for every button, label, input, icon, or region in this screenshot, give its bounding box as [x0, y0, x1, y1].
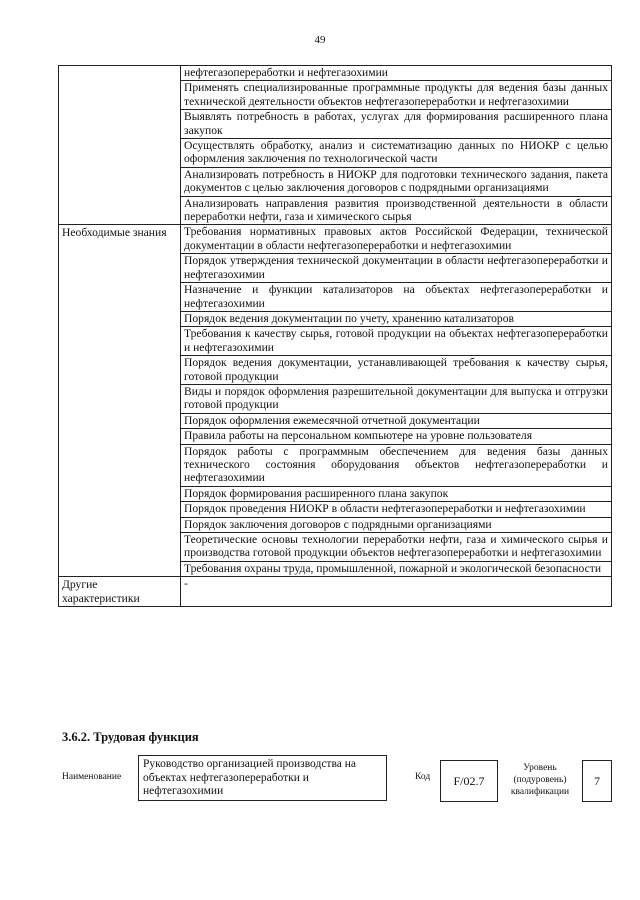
knowledge-item: Правила работы на персональном компьютере на уровне пользователя [181, 429, 612, 444]
knowledge-item: Требования нормативных правовых актов Российской Федерации, технической документации в области нефтегазопереработки и нефтегазохимии [181, 225, 612, 254]
skills-label-cell [59, 66, 181, 225]
skill-item: Анализировать потребность в НИОКР для подготовки технического задания, пакета документов с целью заключения договоров с подрядными организациями [181, 167, 612, 196]
table-row [59, 577, 612, 607]
requirements-table [58, 65, 612, 607]
other-characteristics-label: Другие характеристики [59, 577, 181, 607]
knowledge-item: Требования к качеству сырья, готовой продукции на объектах нефтегазопереработки и нефтегазохимии [181, 327, 612, 356]
page-number: 49 [314, 34, 326, 46]
knowledge-item: Назначение и функции катализаторов на объектах нефтегазопереработки и нефтегазохимии [181, 283, 612, 312]
section-title: 3.6.2. Трудовая функция [62, 730, 199, 744]
knowledge-item: Порядок ведения документации по учету, хранению катализаторов [181, 311, 612, 326]
function-name-box: Руководство организацией производства на объектах нефтегазопереработки и нефтегазохимии [138, 755, 387, 801]
knowledge-item: Порядок работы с программным обеспечением для ведения базы данных технического состояния оборудования объектов нефтегазопереработки и нефтегазохимии [181, 444, 612, 486]
skill-item: Анализировать направления развития производственной деятельности в области переработки нефти, газа и химического сырья [181, 196, 612, 225]
knowledge-item: Виды и порядок оформления разрешительной документации для выпуска и отгрузки готовой продукции [181, 384, 612, 413]
skill-item: Осуществлять обработку, анализ и систематизацию данных по НИОКР с целью оформления заключения по технологической части [181, 139, 612, 168]
knowledge-item: Порядок утверждения технической документации в области нефтегазопереработки и нефтегазохимии [181, 254, 612, 283]
knowledge-item: Теоретические основы технологии переработки нефти, газа и химического сырья и производства готовой продукции объектов нефтегазопереработки и нефтегазохимии [181, 533, 612, 562]
skill-item: Выявлять потребность в работах, услугах для формирования расширенного плана закупок [181, 110, 612, 139]
table-row [59, 225, 612, 254]
knowledge-label: Необходимые знания [59, 225, 181, 577]
table-row [59, 66, 612, 81]
code-label: Код [415, 772, 431, 782]
name-label: Наименование [62, 772, 122, 782]
other-characteristics-value: - [181, 577, 612, 607]
knowledge-item: Порядок ведения документации, устанавливающей требования к качеству сырья, готовой продукции [181, 356, 612, 385]
knowledge-item: Порядок оформления ежемесячной отчетной документации [181, 413, 612, 428]
knowledge-item: Требования охраны труда, промышленной, пожарной и экологической безопасности [181, 561, 612, 576]
skill-item: нефтегазопереработки и нефтегазохимии [181, 66, 612, 81]
knowledge-item: Порядок формирования расширенного плана закупок [181, 486, 612, 501]
code-box: F/02.7 [440, 760, 498, 802]
knowledge-item: Порядок проведения НИОКР в области нефтегазопереработки и нефтегазохимии [181, 502, 612, 517]
knowledge-item: Порядок заключения договоров с подрядными организациями [181, 517, 612, 532]
qualification-level-box: 7 [582, 760, 612, 802]
qualification-level-label: Уровень (подуровень) квалификации [510, 763, 570, 797]
skill-item: Применять специализированные программные продукты для ведения базы данных технической деятельности объектов нефтегазопереработки и нефтегазохимии [181, 81, 612, 110]
